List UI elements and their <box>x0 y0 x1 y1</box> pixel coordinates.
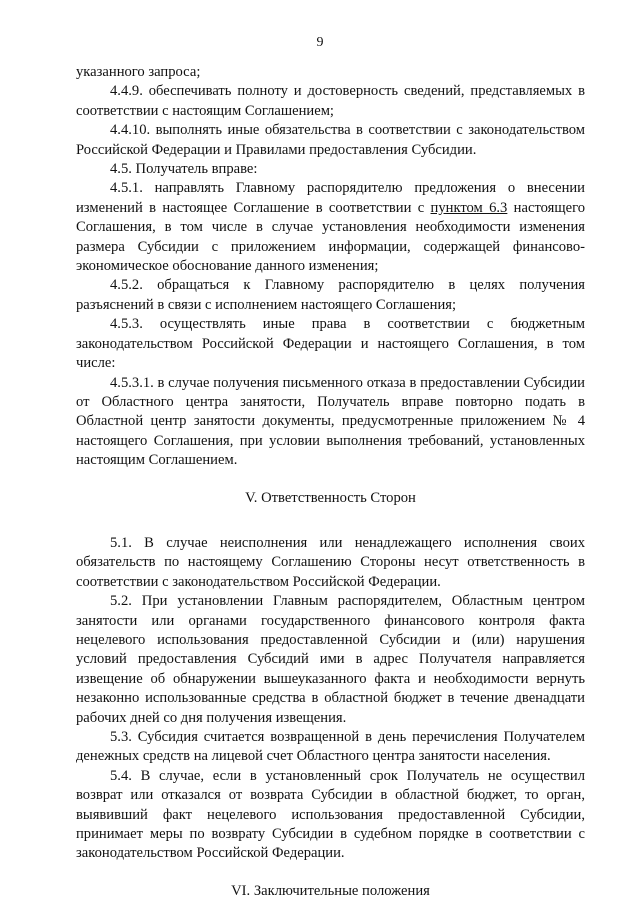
link-clause-6-3[interactable]: пунктом 6.3 <box>430 199 508 216</box>
paragraph-5-1: 5.1. В случае неисполнения или ненадлежащего исполнения своих обязательств по настоящему Соглашению Стороны несут ответственность в соответствии с законодательством Российской Федерации. <box>76 534 585 590</box>
document-body <box>76 63 585 901</box>
paragraph-request-end: указанного запроса; <box>76 64 201 80</box>
paragraph-5-4: 5.4. В случае, если в установленный срок Получатель не осуществил возврат или отказался от возврата Субсидии в областной бюджет, то орган, выявивший факт нецелевого использования предоставленной Субсидии, принимает меры по возврату Субсидии в судебном порядке в соответствии с законодательством Российской Федерации. <box>76 767 585 862</box>
section-heading-v: V. Ответственность Сторон <box>245 489 416 506</box>
page-number: 9 <box>316 35 324 50</box>
paragraph-4-5-1-end: настоящего Соглашения, в том числе в случае установления необходимости изменения размера Субсидии с приложением информации, содержащей финансово-экономическое обоснование данного изменения; <box>76 199 586 275</box>
paragraph-4-5-3-1: 4.5.3.1. в случае получения письменного отказа в предоставлении Субсидии от Областного центра занятости, Получатель вправе повторно подать в Областной центр занятости документы, предусмотренные приложением № 4 настоящего Соглашения, при условии выполнения требований, установленных настоящим Соглашением. <box>76 374 585 469</box>
paragraph-4-4-9: 4.4.9. обеспечивать полноту и достоверность сведений, представляемых в соответствии с настоящим Соглашением; <box>76 83 585 119</box>
paragraph-4-5: 4.5. Получатель вправе: <box>110 161 258 178</box>
paragraph-4-5-2: 4.5.2. обращаться к Главному распорядителю в целях получения разъяснений в связи с исполнением настоящего Соглашения; <box>76 277 585 313</box>
paragraph-4-4-10: 4.4.10. выполнять иные обязательства в соответствии с законодательством Российской Федерации и Правилами предоставления Субсидии. <box>76 122 585 158</box>
paragraph-4-5-1-start: 4.5.1. направлять Главному распорядителю предложения о внесении изменений в настоящее Соглашение в соответствии с <box>76 180 585 216</box>
section-heading-vi: VI. Заключительные положения <box>231 882 430 899</box>
paragraph-4-5-3: 4.5.3. осуществлять иные права в соответствии с бюджетным законодательством Российской Федерации и настоящего Соглашения, в том числе: <box>76 316 585 372</box>
paragraph-5-2: 5.2. При установлении Главным распорядителем, Областным центром занятости или органами государственного финансового контроля факта нецелевого использования предоставленной Субсидии и (или) нарушения условий предоставления Субсидий ими в адрес Получателя направляется извещение об обнаружении вышеуказанного факта и необходимости вернуть незаконно использованные средства в областной бюджет в течение двенадцати рабочих дней со дня получения извещения. <box>76 593 585 726</box>
paragraph-4-5-1 <box>76 179 585 276</box>
paragraph-5-3: 5.3. Субсидия считается возвращенной в день перечисления Получателем денежных средств на лицевой счет Областного центра занятости населения. <box>76 729 585 765</box>
